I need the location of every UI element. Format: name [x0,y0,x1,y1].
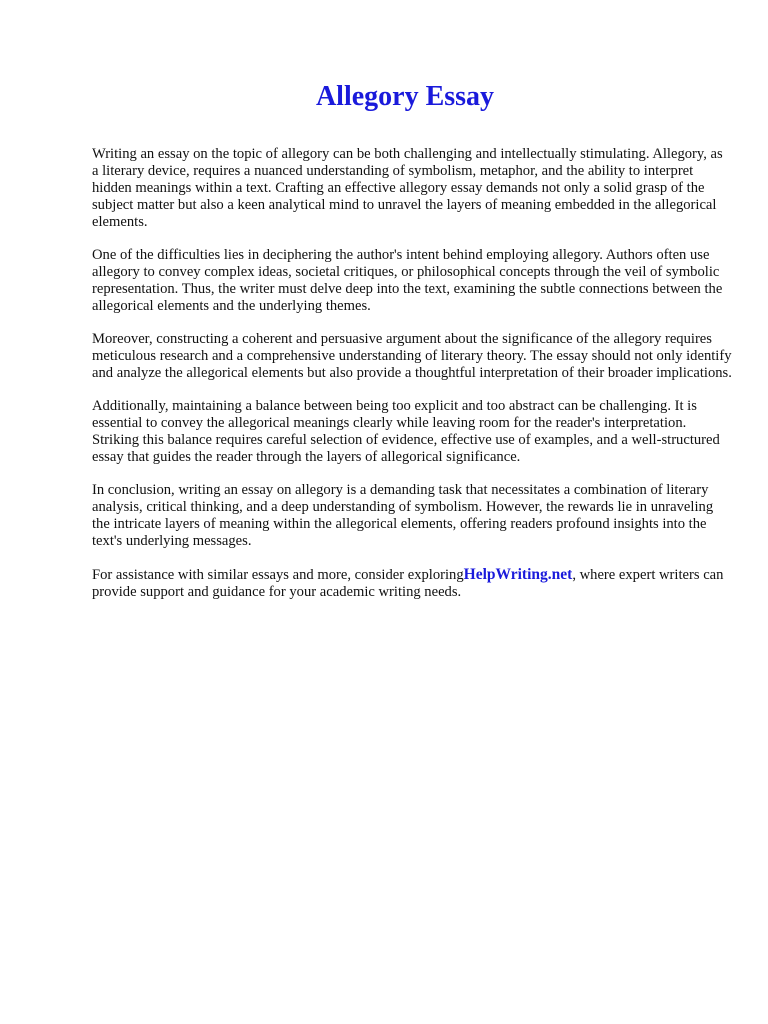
paragraph-5: In conclusion, writing an essay on allegory is a demanding task that necessitates a combination of literary analysis, critical thinking, and a deep understanding of symbolism. However, the rewards lie in unraveling the intricate layers of meaning within the allegorical elements, offering readers profound insights into the text's underlying messages. [92,482,714,549]
helpwriting-link[interactable]: HelpWriting.net [463,566,573,583]
paragraph-4: Additionally, maintaining a balance between being too explicit and too abstract can be challenging. It is essential to convey the allegorical meanings clearly while leaving room for the reader's interpretation. Striking this balance requires careful selection of evidence, effective use of examples, and a well-structured essay that guides the reader through the layers of allegorical significance. [92,398,720,465]
document-title: Allegory Essay [315,81,495,112]
closing-paragraph [92,566,732,601]
paragraph-1: Writing an essay on the topic of allegory can be both challenging and intellectually stimulating. Allegory, as a literary device, requires a nuanced understanding of symbolism, metaphor, and the ability to interpret hidden meanings within a text. Crafting an effective allegory essay demands not only a solid grasp of the subject matter but also a keen analytical mind to unravel the layers of meaning embedded in the allegorical elements. [92,146,723,230]
closing-text-after-link: , where expert writers can provide support and guidance for your academic writing needs. [92,567,724,600]
closing-text-before-link: For assistance with similar essays and more, consider exploring [92,567,464,583]
document-body [92,146,732,617]
paragraph-2: One of the difficulties lies in deciphering the author's intent behind employing allegory. Authors often use allegory to convey complex ideas, societal critiques, or philosophical concepts through the veil of symbolic representation. Thus, the writer must delve deep into the text, examining the subtle connections between the allegorical elements and the underlying themes. [92,247,723,314]
paragraph-3: Moreover, constructing a coherent and persuasive argument about the significance of the allegory requires meticulous research and a comprehensive understanding of literary theory. The essay should not only identify and analyze the allegorical elements but also provide a thoughtful interpretation of their broader implications. [92,331,732,381]
